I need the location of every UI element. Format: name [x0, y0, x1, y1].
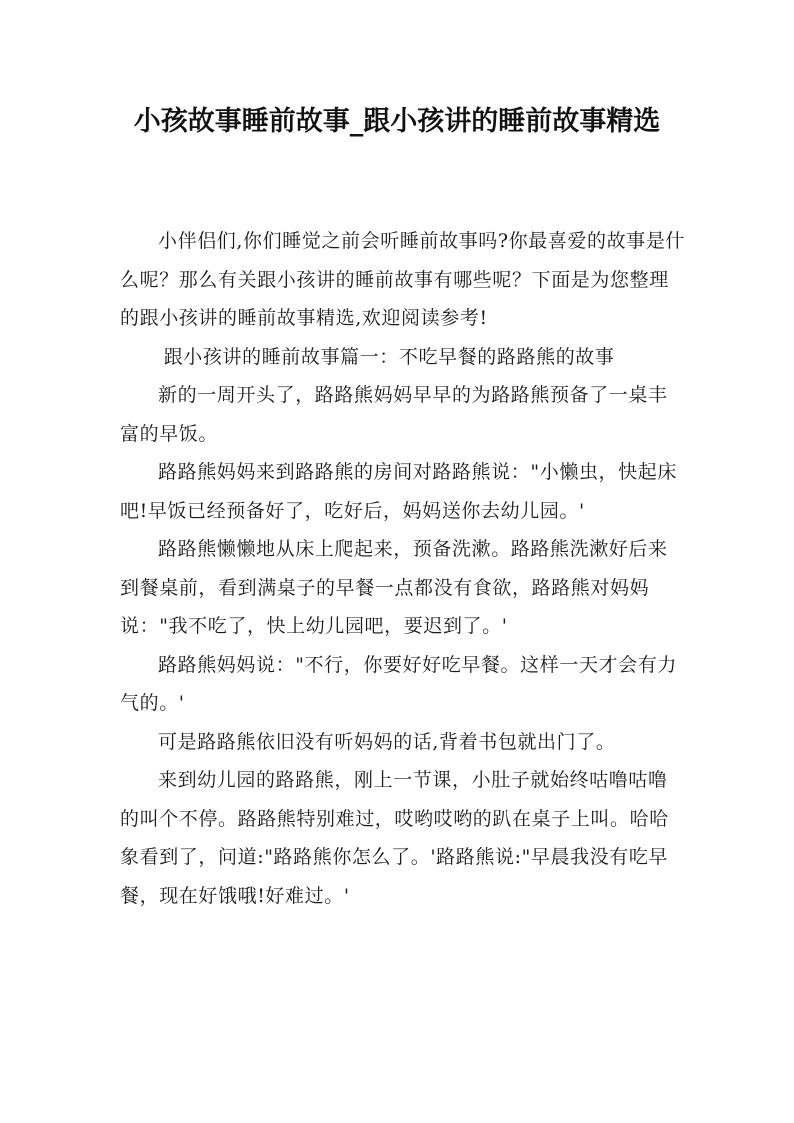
paragraph: 新的一周开头了，路路熊妈妈早早的为路路熊预备了一桌丰富的早饭。: [120, 384, 668, 445]
paragraph: 可是路路熊依旧没有听妈妈的话,背着书包就出门了。: [158, 730, 616, 753]
paragraph: 来到幼儿园的路路熊，刚上一节课，小肚子就始终咕噜咕噜的叫个不停。路路熊特别难过，哎哟哎哟的趴在桌子上叫。哈哈象看到了，问道:"路路熊你怎么了。'路路熊说:"早晨我没有吃早餐，现在好饿哦!好难过。': [120, 769, 669, 907]
paragraph: 路路熊妈妈说："不行，你要好好吃早餐。这样一天才会有力气的。': [120, 653, 677, 714]
paragraph: 路路熊妈妈来到路路熊的房间对路路熊说："小懒虫，快起床吧!早饭已经预备好了，吃好后，妈妈送你去幼儿园。': [120, 461, 677, 522]
document-title: 小孩故事睡前故事_跟小孩讲的睡前故事精选: [133, 106, 661, 137]
paragraph: 路路熊懒懒地从床上爬起来，预备洗漱。路路熊洗漱好后来到餐桌前，看到满桌子的早餐一点都没有食欲，路路熊对妈妈说："我不吃了，快上幼儿园吧，要迟到了。': [120, 538, 668, 637]
document-body: [120, 222, 686, 915]
section-heading: 跟小孩讲的睡前故事篇一：不吃早餐的路路熊的故事: [163, 345, 615, 368]
paragraph-intro: 小伴侣们,你们睡觉之前会听睡前故事吗?你最喜爱的故事是什么呢？那么有关跟小孩讲的睡前故事有哪些呢？下面是为您整理的跟小孩讲的睡前故事精选,欢迎阅读参考!: [120, 230, 686, 329]
